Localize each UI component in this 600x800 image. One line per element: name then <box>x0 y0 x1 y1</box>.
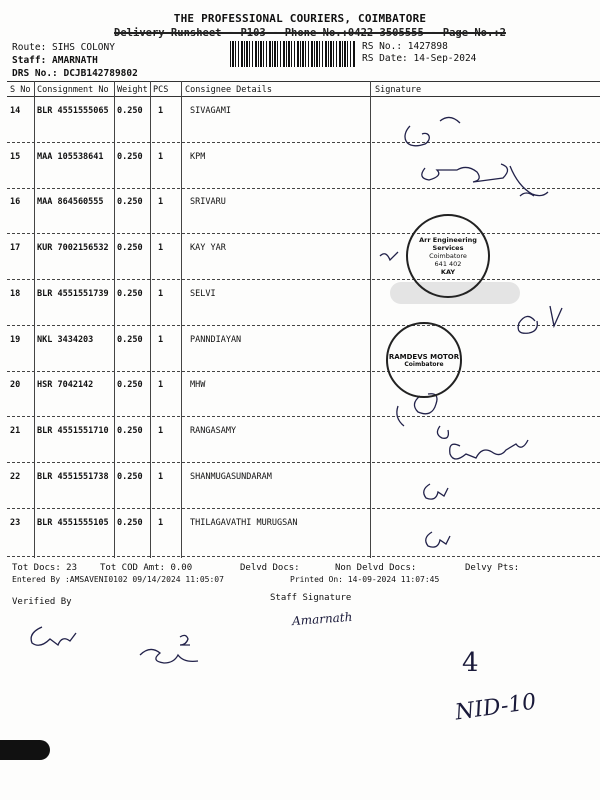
staff-signature-label: Staff Signature <box>270 593 352 603</box>
signature-mark <box>405 126 429 146</box>
cell-sno: 16 <box>10 197 21 207</box>
entered-by: Entered By :AMSAVENI0102 09/14/2024 11:05:07 <box>12 575 224 584</box>
col-header-sno: S No <box>10 85 31 95</box>
cell-weight: 0.250 <box>117 106 143 116</box>
handwritten-number: 4 <box>462 648 479 678</box>
stamp-ramdevs-top: RAMDEVS MOTOR <box>388 352 460 361</box>
cell-sno: 14 <box>10 106 21 116</box>
cell-consignee: MHW <box>190 380 206 390</box>
cell-weight: 0.250 <box>117 335 143 345</box>
cell-sno: 19 <box>10 335 21 345</box>
cell-sno: 15 <box>10 152 21 162</box>
signature-mark <box>550 306 562 326</box>
runsheet-subtitle: Delivery Runsheet - P103 - Phone No.:0422-3505555 - Page No.:2 <box>114 27 506 39</box>
cell-sno: 17 <box>10 243 21 253</box>
cell-weight: 0.250 <box>117 426 143 436</box>
table-top-border <box>7 81 600 82</box>
cell-sno: 23 <box>10 518 21 528</box>
delivery-points: Delvy Pts: <box>465 563 520 573</box>
rs-date: RS Date: 14-Sep-2024 <box>362 53 477 64</box>
verified-by-label: Verified By <box>12 597 72 607</box>
cell-pcs: 1 <box>158 197 164 207</box>
signature-mark <box>426 532 450 547</box>
cell-sno: 21 <box>10 426 21 436</box>
total-docs: Tot Docs: 23 <box>12 563 78 573</box>
stamp-arr-pin: 641 402 <box>434 260 462 268</box>
cell-pcs: 1 <box>158 518 164 528</box>
cell-consignment: KUR 7002156532 <box>37 243 109 253</box>
cell-weight: 0.250 <box>117 152 143 162</box>
corner-ink-blot <box>0 740 50 760</box>
cell-consignment: BLR 4551555065 <box>37 106 109 116</box>
signature-mark <box>397 406 404 426</box>
signature-mark <box>424 484 448 499</box>
cell-pcs: 1 <box>158 289 164 299</box>
col-header-consignee: Consignee Details <box>185 85 272 95</box>
cell-pcs: 1 <box>158 335 164 345</box>
cell-consignee: KAY YAR <box>190 243 226 253</box>
barcode <box>230 41 355 67</box>
cell-sno: 22 <box>10 472 21 482</box>
col-header-pcs: PCS <box>153 85 169 95</box>
verifier-scribble <box>20 615 220 675</box>
handwritten-note: NID-10 <box>453 689 538 726</box>
cell-pcs: 1 <box>158 106 164 116</box>
cell-sno: 18 <box>10 289 21 299</box>
stamp-arr-engineering <box>406 214 490 298</box>
stamp-ramdevs-city: Coimbatore <box>404 360 444 368</box>
cell-consignment: BLR 4551551738 <box>37 472 109 482</box>
cell-weight: 0.250 <box>117 289 143 299</box>
cell-consignee: SRIVARU <box>190 197 226 207</box>
cell-weight: 0.250 <box>117 472 143 482</box>
col-header-signature: Signature <box>375 85 422 95</box>
cell-sno: 20 <box>10 380 21 390</box>
cell-weight: 0.250 <box>117 243 143 253</box>
cell-pcs: 1 <box>158 426 164 436</box>
staff-handwritten-signature: Amarnath <box>291 609 353 629</box>
cell-pcs: 1 <box>158 472 164 482</box>
signature-mark <box>180 635 190 645</box>
cell-consignee: SELVI <box>190 289 216 299</box>
printed-on: Printed On: 14-09-2024 11:07:45 <box>290 575 440 584</box>
signature-mark <box>440 117 460 123</box>
cell-consignment: BLR 4551551739 <box>37 289 109 299</box>
cell-consignment: BLR 4551555105 <box>37 518 109 528</box>
stamp-ramdevs-motor <box>386 322 462 398</box>
drs-number: DRS No.: DCJB142789802 <box>12 68 138 79</box>
rs-number: RS No.: 1427898 <box>362 41 448 52</box>
cell-consignment: NKL 3434203 <box>37 335 94 345</box>
staff-label: Staff: AMARNATH <box>12 55 98 66</box>
total-cod-amount: Tot COD Amt: 0.00 <box>100 563 193 573</box>
cell-weight: 0.250 <box>117 380 143 390</box>
stamp-arr-top: Arr Engineering Services <box>419 236 477 252</box>
signature-mark <box>450 440 528 459</box>
cell-consignment: MAA 105538641 <box>37 152 104 162</box>
cell-consignee: PANNDIAYAN <box>190 335 242 345</box>
signature-mark <box>380 252 398 260</box>
cell-consignment: HSR 7042142 <box>37 380 94 390</box>
document-title: THE PROFESSIONAL COURIERS, COIMBATORE <box>173 12 427 25</box>
cell-consignee: RANGASAMY <box>190 426 237 436</box>
cell-consignee: KPM <box>190 152 206 162</box>
stamp-arr-bottom: KAY <box>440 268 456 276</box>
stamp-arr-city: Coimbatore <box>429 252 467 260</box>
cell-consignee: THILAGAVATHI MURUGSAN <box>190 518 298 528</box>
delivered-docs: Delvd Docs: <box>240 563 300 573</box>
signature-mark <box>422 164 508 182</box>
cell-consignee: SHANMUGASUNDARAM <box>190 472 272 482</box>
route-label: Route: SIHS COLONY <box>12 42 115 53</box>
cell-weight: 0.250 <box>117 197 143 207</box>
cell-weight: 0.250 <box>117 518 143 528</box>
cell-pcs: 1 <box>158 380 164 390</box>
non-delivered-docs: Non Delvd Docs: <box>335 563 417 573</box>
cell-pcs: 1 <box>158 243 164 253</box>
cell-consignment: MAA 864560555 <box>37 197 104 207</box>
signature-mark <box>518 316 537 333</box>
signature-mark <box>437 426 448 438</box>
signature-mark <box>140 649 198 663</box>
signature-mark <box>510 166 548 196</box>
cell-consignment: BLR 4551551710 <box>37 426 109 436</box>
cell-consignee: SIVAGAMI <box>190 106 231 116</box>
signature-mark <box>31 627 76 645</box>
col-header-weight: Weight <box>117 85 148 95</box>
col-header-consignment: Consignment No <box>37 85 109 95</box>
cell-pcs: 1 <box>158 152 164 162</box>
table-bottom-border <box>7 556 600 557</box>
